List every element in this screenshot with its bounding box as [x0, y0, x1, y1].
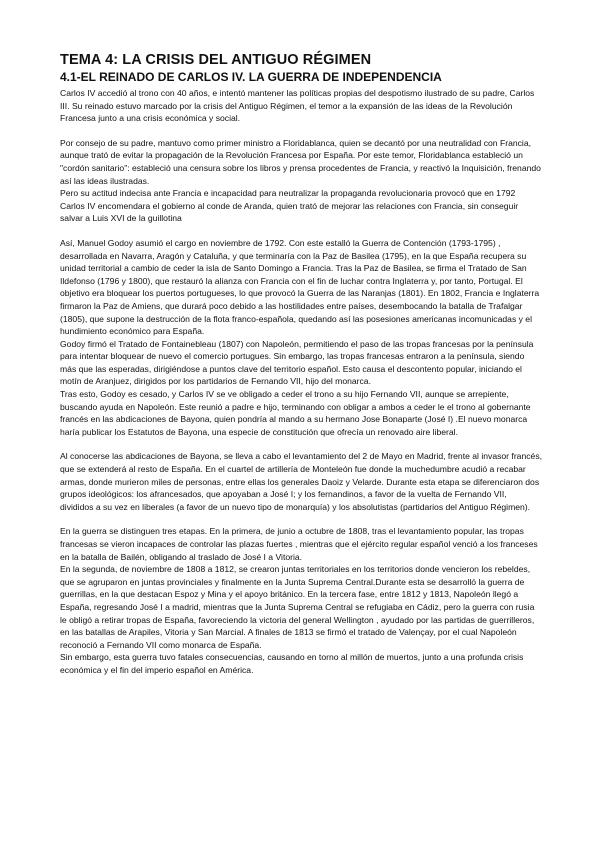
paragraph-10: Sin embargo, esta guerra tuvo fatales consecuencias, causando en torno al millón de muertos, junto a una profunda crisis económica y el fin del imperio español en América. — [60, 652, 524, 675]
paragraph-1: Carlos IV accedió al trono con 40 años, e intentó mantener las políticas propias del despotismo ilustrado de su padre, Carlos III. Su reinado estuvo marcado por la crisis del Antiguo Régimen, el temor a la expansión de las ideas de la Revolución Francesa junto a una crisis económica y social. — [60, 88, 535, 124]
paragraph-8: En la guerra se distinguen tres etapas. En la primera, de junio a octubre de 1808, tras el levantamiento popular, las tropas francesas se vieron incapaces de controlar las plazas fuertes , mientras que el ejército regular español venció a los franceses en la batalla de Bailén, obligando al traslado de José I a Vitoria. — [60, 526, 538, 562]
paragraph-2: Por consejo de su padre, mantuvo como primer ministro a Floridablanca, quien se decantó por una neutralidad con Francia, aunque trató de evitar la propagación de la Revolución Francesa por España. Por este temor, Floridablanca estableció un "cordón sanitario": estableció una censura sobre los libros y prensa procedentes de Francia, y reactivó la Inquisición, frenando así las ideas ilustradas. — [60, 137, 541, 186]
paragraph-7: Al conocerse las abdicaciones de Bayona, se lleva a cabo el levantamiento del 2 de Mayo en Madrid, frente al invasor francés, que se extenderá al resto de España. En el cuartel de artillería de Monteleón fue donde la muchedumbre acudió a recabar armas, donde murieron miles de personas, entre ellas los generales Daoiz y Velarde. Durante esta etapa se diferenciaron dos grupos ideológicos: los afrancesados, que apoyaban a José I; y los fernandinos, a favor de la vuelta de Fernando VII, divididos a su vez en liberales (a favor de un nuevo tipo de monarquía) y los absolutistas (partidarios del Antiguo Régimen). — [60, 451, 543, 512]
page-title: TEMA 4: LA CRISIS DEL ANTIGUO RÉGIMEN — [60, 52, 372, 68]
paragraph-4: Así, Manuel Godoy asumió el cargo en noviembre de 1792. Con este estalló la Guerra de Contención (1793-1795) , desarrollada en Navarra, Aragón y Cataluña, y que terminaría con la Paz de Basilea (1795), en la que España recupera su unidad territorial a cambio de ceder la isla de Santo Domingo a Francia. Tras la Paz de Basilea, se firma el Tratado de San Ildefonso (1796 y 1800), que restauró la alianza con Francia con el fin de luchar contra Inglaterra y, por tanto, Portugal. El objetivo era bloquear los puertos portugueses, lo que provocó la Guerra de las Naranjas (1801). En 1802, Francia e Inglaterra firmaron la Paz de Amiens, que durará poco debido a las hostilidades entre países, desembocando la batalla de Trafalgar (1805), que supone la destrucción de la flota franco-española, quedando así las posesiones americanas incomunicadas y el hundimiento económico para España. — [60, 237, 540, 337]
paragraph-gap — [60, 513, 542, 525]
paragraph-5: Godoy firmó el Tratado de Fontainebleau (1807) con Napoleón, permitiendo el paso de las tropas francesas por la península para intentar bloquear de nuevo el comercio portugues. Sin embargo, las tropas francesas entraron a la península, siendo más que las esperadas, dirigiéndose a puntos clave del territorio español. Esto causa el descontento popular, iniciando el motín de Aranjuez, dirigidos por los partidarios de Fernando VII, hijo del monarca. — [60, 338, 534, 387]
section-heading: 4.1-EL REINADO DE CARLOS IV. LA GUERRA DE INDEPENDENCIA — [60, 70, 442, 84]
paragraph-gap — [60, 225, 542, 237]
paragraph-9: En la segunda, de noviembre de 1808 a 1812, se crearon juntas territoriales en los territorios donde vencieron los rebeldes, que se agruparon en juntas provinciales y finalmente en la Junta Suprema Central.Durante esta se desarrolló la guerra de guerrillas, en la que destacan Espoz y Mina y el apoyo británico. En la tercera fase, entre 1812 y 1813, Napoleón llegó a España, regresando José I a madrid, mientras que la Junta Suprema Central se refugiaba en Cádiz, pero la guerra con rusia le obligó a retirar tropas de España, favoreciendo la victoria del general Wellington , ayudado por las partidas de guerrilleros, en las batallas de Arapiles, Vitoria y San Marcial. A finales de 1813 se firmó el tratado de Valençay, por el cual Napoleón reconoció a Fernando VII como monarca de España. — [60, 564, 535, 650]
paragraph-gap — [60, 125, 542, 137]
paragraph-3: Pero su actitud indecisa ante Francia e incapacidad para neutralizar la propaganda revolucionaria provocó que en 1792 Carlos IV encomendara el gobierno al conde de Aranda, quien trató de mejorar las relaciones con Francia, sin conseguir salvar a Luis XVI de la guillotina — [60, 188, 519, 224]
paragraph-gap — [60, 438, 542, 450]
paragraph-6: Tras esto, Godoy es cesado, y Carlos IV se ve obligado a ceder el trono a su hijo Fernando VII, aunque se arrepiente, buscando ayuda en Napoleón. Este reunió a padre e hijo, terminando con obligar a ambos a ceder le el trono al gobernante francés en las abdicaciones de Bayona, quien pondría al mando a su hermano Jose Bonaparte (José I) .El nuevo monarca haría publicar los Estatutos de Bayona, una especie de constitución que ofrecía un renovado aire liberal. — [60, 389, 531, 437]
